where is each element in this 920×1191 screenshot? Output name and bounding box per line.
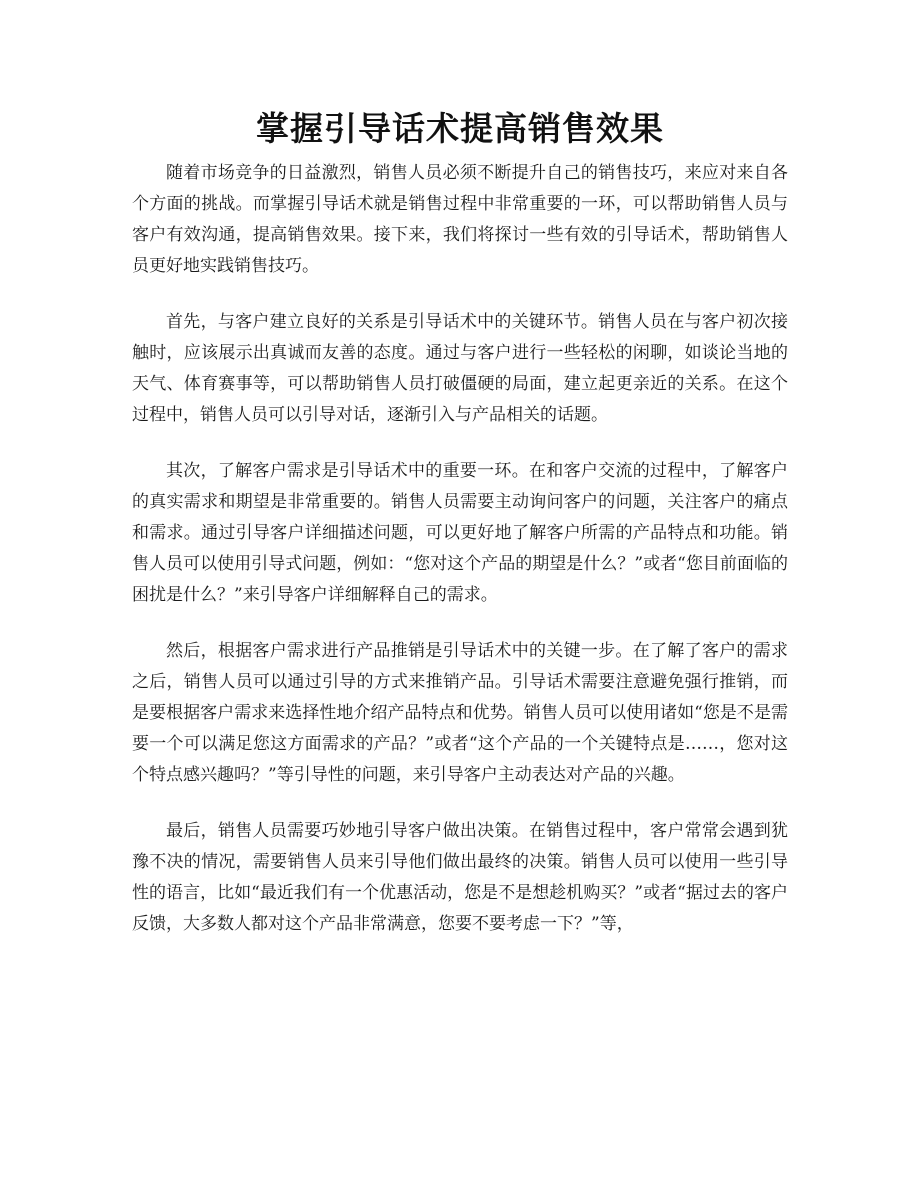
paragraph-3: 其次，了解客户需求是引导话术中的重要一环。在和客户交流的过程中，了解客户的真实需求和期望是非常重要的。销售人员需要主动询问客户的问题，关注客户的痛点和需求。通过引导客户详细描述问题，可以更好地了解客户所需的产品特点和功能。销售人员可以使用引导式问题，例如：“您对这个产品的期望是什么？”或者“您目前面临的困扰是什么？”来引导客户详细解释自己的需求。 [132, 461, 788, 605]
document-title: 掌握引导话术提高销售效果 [256, 109, 664, 148]
paragraph-4: 然后，根据客户需求进行产品推销是引导话术中的关键一步。在了解了客户的需求之后，销售人员可以通过引导的方式来推销产品。引导话术需要注意避免强行推销，而是要根据客户需求来选择性地介绍产品特点和优势。销售人员可以使用诸如“您是不是需要一个可以满足您这方面需求的产品？”或者“这个产品的一个关键特点是……，您对这个特点感兴趣吗？”等引导性的问题，来引导客户主动表达对产品的兴趣。 [132, 641, 788, 785]
paragraph-5: 最后，销售人员需要巧妙地引导客户做出决策。在销售过程中，客户常常会遇到犹豫不决的情况，需要销售人员来引导他们做出最终的决策。销售人员可以使用一些引导性的语言，比如“最近我们有一个优惠活动，您是不是想趁机购买？”或者“据过去的客户反馈，大多数人都对这个产品非常满意，您要不要考虑一下？”等， [132, 821, 788, 934]
document-body [132, 158, 788, 965]
paragraph-2: 首先，与客户建立良好的关系是引导话术中的关键环节。销售人员在与客户初次接触时，应该展示出真诚而友善的态度。通过与客户进行一些轻松的闲聊，如谈论当地的天气、体育赛事等，可以帮助销售人员打破僵硬的局面，建立起更亲近的关系。在这个过程中，销售人员可以引导对话，逐渐引入与产品相关的话题。 [132, 312, 788, 425]
paragraph-1: 随着市场竞争的日益激烈，销售人员必须不断提升自己的销售技巧，来应对来自各个方面的挑战。而掌握引导话术就是销售过程中非常重要的一环，可以帮助销售人员与客户有效沟通，提高销售效果。接下来，我们将探讨一些有效的引导话术，帮助销售人员更好地实践销售技巧。 [132, 163, 788, 276]
